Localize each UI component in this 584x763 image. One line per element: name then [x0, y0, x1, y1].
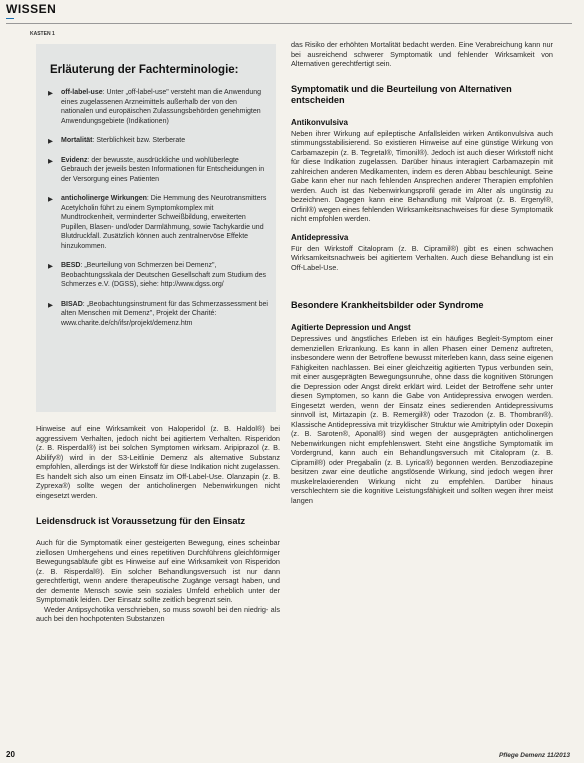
body-paragraph: Neben ihrer Wirkung auf epileptische Anfallsleiden wirken Antikonvulsiva auch stimmungsstabilisierend. So existieren Hinweise auf eine günstige Wirkung von Carbamazepin (z. B. Tegretal®, Timonil®). Jedoch ist auch dieser Wirkstoff nicht für diese Indikation zugelassen. Darüber hinaus interagiert Carbamazepin mit zahlreichen anderen Medikamenten, indem es deren Abbau beschleunigt. Seine Gabe kann eher nur nach fehlenden Ansprechen anderer Therapien empfohlen werden. Auch ist das Nebenwirkungsprofil gerade im Alter als ungünstig zu bezeichnen. Dagegen kann eine Behandlung mit Valproat (z. B. Ergenyl®, Orfiril®) wegen eines fehlenden Wirksamkeitsnachweises für diese Symptomatik nicht empfohlen werden.	[291, 128, 553, 223]
subheading: Agitierte Depression und Angst	[291, 323, 411, 332]
glossary-item	[48, 194, 268, 251]
glossary-list	[36, 88, 276, 328]
glossary-term: BISAD	[61, 300, 83, 308]
header-rule	[6, 23, 572, 24]
left-column	[36, 424, 280, 624]
kasten-label: KASTEN 1	[30, 31, 55, 37]
right-column	[291, 40, 553, 505]
subheading: Antidepressiva	[291, 232, 349, 242]
body-paragraph: Hinweise auf eine Wirksamkeit von Haloperidol (z. B. Haldol®) bei aggressivem Verhalten, jedoch nicht bei agitiertem Verhalten. Risperidon (z. B. Risperdal®) ist bei solchen Symptomen wirksam. Aripiprazol (z. B. Abilify®) wird in der S3-Leitlinie Demenz als alternative Substanz empfohlen, allerdings ist der Wirkstoff für diese Indikation nicht zugelassen. Es handelt sich also um einen Einsatz im Off-Label-Use. Olanzapin (z. B. Zyprexa®) sollte wegen der anticholinergen Nebenwirkungen nicht eingesetzt werden.	[36, 424, 280, 500]
triangle-bullet-icon: ▶	[48, 196, 53, 203]
glossary-definition: : Sterblichkeit bzw. Sterberate	[92, 137, 186, 144]
glossary-definition: : „Beurteilung von Schmerzen bei Demenz", Beobachtungsskala der Deutschen Gesellschaft zum Studium des Schmerzes e.V. (DGSS), siehe: http://www.dgss.org/	[61, 262, 267, 288]
publication-footer	[499, 752, 570, 759]
body-paragraph: Weder Antipsychotika verschrieben, so muss sowohl bei den niedrig- als auch bei den hochpotenten Substanzen	[36, 604, 280, 623]
glossary-item	[48, 261, 268, 290]
triangle-bullet-icon: ▶	[48, 263, 53, 270]
glossary-item	[48, 156, 268, 185]
glossary-definition: : Die Hemmung des Neurotransmitters Acetylcholin führt zu einem Symptomkomplex mit Mundtrockenheit, verminderter Schweißbildung, erweiterten Pupillen, Blasen- und/oder Darmlähmung, sowie Tachykardie und Blutdruckfall. Zusätzlich können auch zentralnervöse Effekte hinzukommen.	[61, 195, 267, 250]
triangle-bullet-icon: ▶	[48, 301, 53, 309]
section-heading: Symptomatik und die Beurteilung von Alternativen entscheiden	[291, 83, 512, 105]
section-tag: WISSEN	[6, 2, 57, 16]
triangle-bullet-icon: ▶	[48, 138, 53, 145]
section-accent-rule	[6, 18, 14, 19]
glossary-term: BESD	[61, 262, 81, 269]
body-paragraph: Depressives und ängstliches Erleben ist ein häufiges Begleit-Symptom einer demenziellen Erkrankung. Es kann in allen Phasen einer Demenz auftreten, insbesondere wenn der Betroffene bewusst miterleben kann, dass seine eigenen Fähigkeiten nachlassen. Bei einer gleichzeitig agitierten Typus verbunden sein, mit einer ausgeprägten Bewegungsunruhe, ohne dass die kognitiven Störungen die Depression oder Angst direkt erklärt wird. Leidet der Betroffene sehr unter diesen Symptomen, so kann die Gabe von Antidepressiva erwogen werden. Eingesetzt werden, wenn der Einsatz eines sedierenden Antidepressivums sinnvoll ist, Mirtazapin (z. B. Remergil®) oder Trazodon (z. B. Thombran®). Klassische Antidepressiva mit trizyklischer Struktur wie Amitriptylin oder Doxepin (z. B. Saroten®, Aponal®) sind wegen der ausgeprägten anticholinergen Nebenwirkungen nicht empfehlenswert. Steht eine ängstliche Symptomatik im Vordergrund, kann auch ein Behandlungsversuch mit Citalopram (z. B. Cipramil®) oder Pregabalin (z. B. Lyrica®) begonnen werden. Benzodiazepine besitzen zwar eine deutliche angstlösende Wirkung, sind jedoch wegen ihrer muskelrelaxierenden Wirkung nicht zu empfehlen. Darüber hinaus verschlechtern sie die kognitive Leistungsfähigkeit und sollten wegen ihrer meist langen	[291, 334, 553, 505]
triangle-bullet-icon: ▶	[48, 157, 53, 165]
publication-name: Pflege Demenz 11/2013	[498, 752, 570, 759]
glossary-term: off-label-use	[61, 89, 103, 96]
body-paragraph: Für den Wirkstoff Citalopram (z. B. Cipramil®) gibt es einen schwachen Wirksamkeitsnachweis bei agitiertem Verhalten. Auch diese Behandlung ist ein Off-Label-Use.	[291, 243, 553, 272]
glossary-item	[48, 300, 268, 329]
glossary-term: Evidenz	[61, 156, 88, 164]
glossary-title: Erläuterung der Fachterminologie:	[50, 64, 239, 76]
glossary-definition: : „Beobachtungsinstrument für das Schmerzassessment bei alten Menschen mit Demenz", Projekt der Charité: www.charite.de/ch/ifsr/projekt/demenz.htm	[61, 300, 268, 327]
section-heading: Leidensdruck ist Voraussetzung für den Einsatz	[36, 516, 246, 526]
body-paragraph: Auch für die Symptomatik einer gesteigerten Bewegung, eines scheinbar ziellosen Umhergehens und eines repetitiven Durchführens gleichförmiger Bewegungsabläufe gibt es Hinweise auf eine Wirksamkeit von Risperidon (z. B. Risperdal®). Ein solcher Behandlungsversuch ist nur dann gerechtfertigt, wenn andere therapeutische Zugänge versagt haben, und der demente Mensch sowie sein soziales Umfeld erheblich unter der Symptomatik leiden. Der Einsatz sollte zeitlich begrenzt sein.	[36, 538, 280, 604]
glossary-term: anticholinerge Wirkungen	[61, 195, 147, 202]
triangle-bullet-icon: ▶	[48, 90, 53, 97]
body-paragraph: das Risiko der erhöhten Mortalität bedacht werden. Eine Verabreichung kann nur bei ausreichend schwerer Symptomatik und fehlender Wirksamkeit von Alternativen gerechtfertigt sein.	[291, 40, 553, 68]
glossary-item	[48, 136, 268, 146]
subheading: Antikonvulsiva	[291, 117, 348, 127]
glossary-item	[48, 88, 268, 126]
section-heading: Besondere Krankheitsbilder oder Syndrome	[291, 300, 484, 310]
glossary-term: Mortalität	[61, 137, 93, 144]
page-number: 20	[6, 750, 15, 759]
glossary-definition: : Unter „off-label-use" versteht man die Anwendung eines zugelassenen Arzneimittels außerhalb der von den nationalen und europäischen Zulassungsbehörden genehmigten Anwendungsgebiete (Indikationen)	[61, 89, 262, 125]
glossary-definition: : der bewusste, ausdrückliche und wohlüberlegte Gebrauch der jeweils besten Informationen für Entscheidungen in der Versorgung eines Patienten	[61, 156, 265, 183]
glossary-box	[36, 44, 276, 412]
